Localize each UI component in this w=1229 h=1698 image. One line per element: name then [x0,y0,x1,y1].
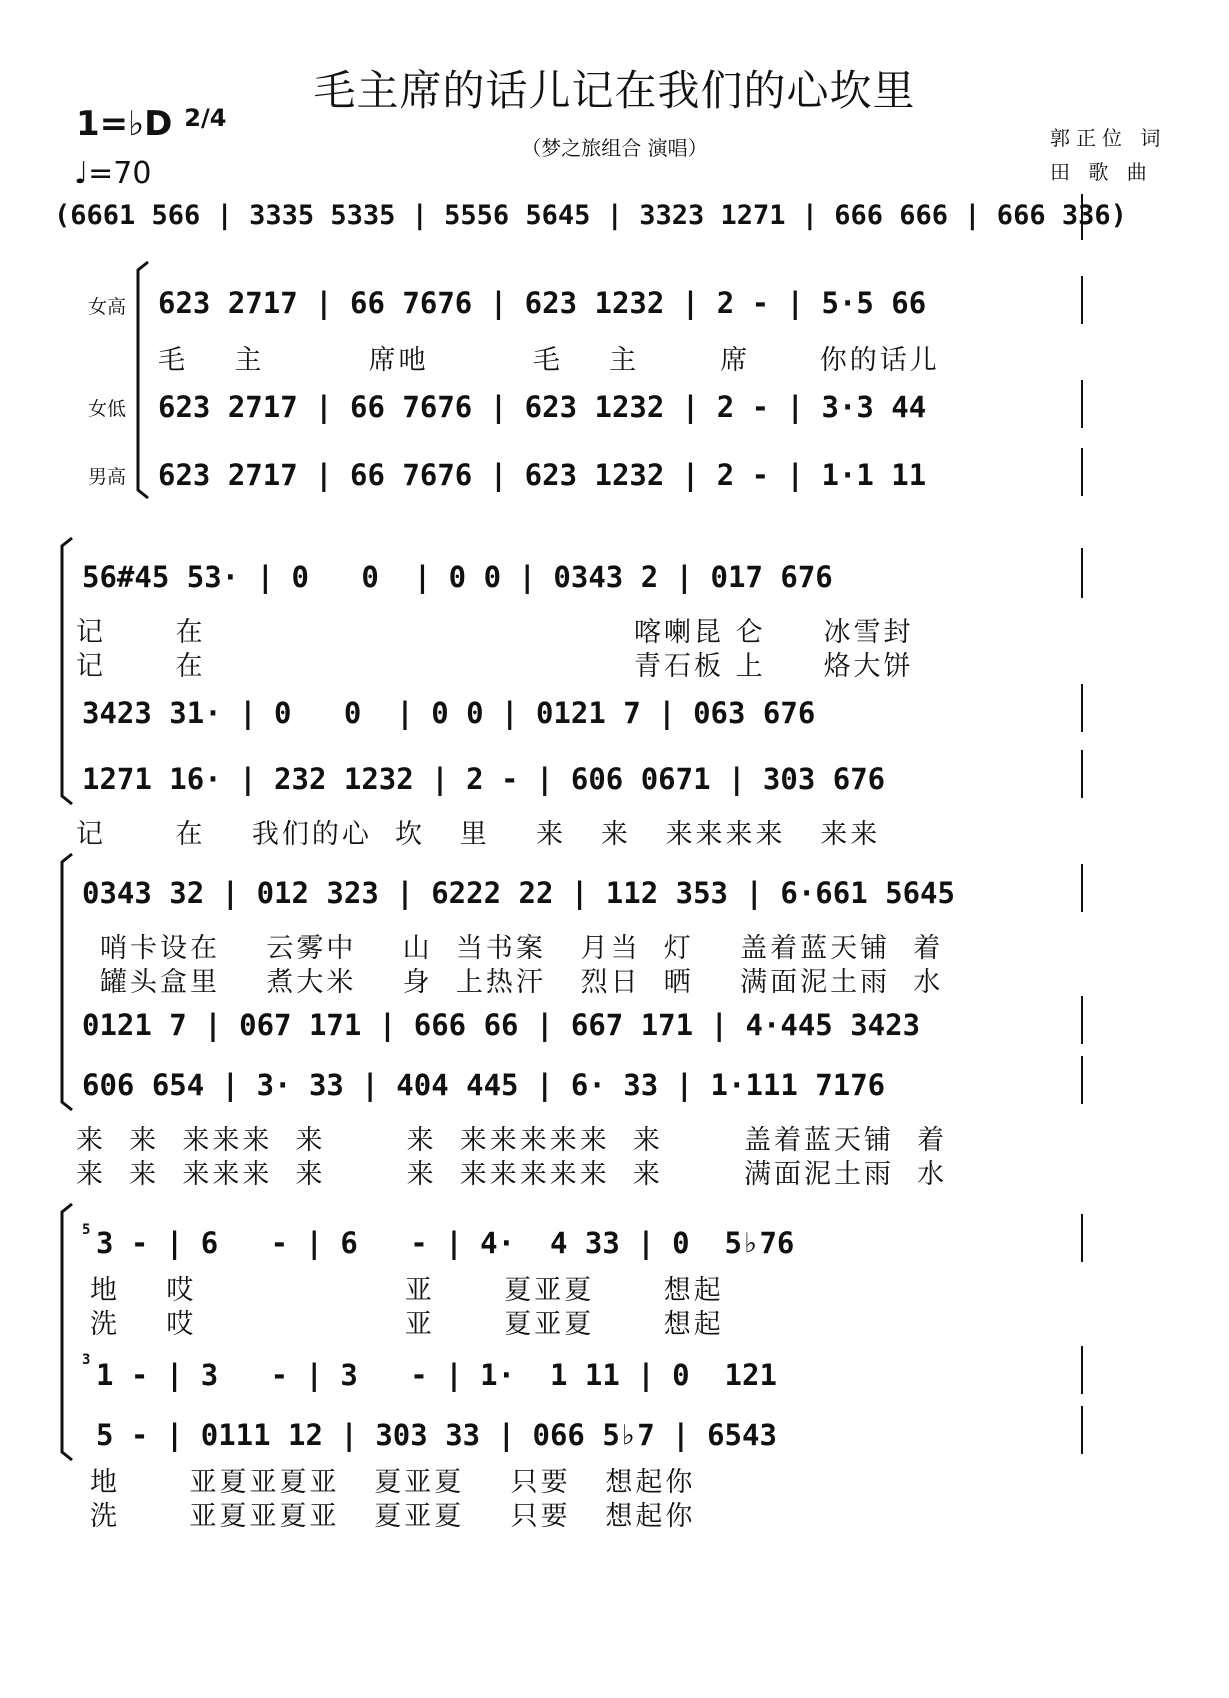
sys3-tenor-lyrics-verse2: 来 来 来来来 来 来 来来来来来 来 满面泥土雨 水 [76,1159,948,1190]
sys2-tenor-notes: 1271 16· | 232 1232 | 2 - | 606 0671 | 303 676 [82,762,886,796]
sys1-soprano-lyrics: 毛 主 席吔 毛 主 席 你的话儿 [158,345,940,376]
sys4-lyrics-verse1: 地 哎 亚 夏亚夏 想起 [90,1275,724,1306]
sys2-soprano-notes: 56#45 53· | 0 0 | 0 0 | 0343 2 | 017 676 [82,560,833,594]
sys2-alto-notes: 3423 31· | 0 0 | 0 0 | 0121 7 | 063 676 [82,696,816,730]
song-title: 毛主席的话儿记在我们的心坎里 [313,66,916,115]
sys2-tenor-lyrics: 记 在 我们的心 坎 里 来 来 来来来来 来来 [76,819,881,850]
sys3-lyrics-verse2: 罐头盒里 煮大米 身 上热汗 烈日 晒 满面泥土雨 水 [100,967,944,998]
sys1-soprano-notes: 623 2717 | 66 7676 | 623 1232 | 2 - | 5·5 66 [158,286,927,320]
bracket-sys2 [62,538,72,804]
sys4-tenor-notes: 5 - | 0111 12 | 303 33 | 066 5♭7 | 6543 [96,1418,777,1452]
lyricist-credit: 郭正位 词 [1050,126,1167,150]
part-label-tenor: 男高 [88,466,127,488]
time-signature: 2/4 [184,104,227,132]
key-signature [76,104,226,144]
sys4-alto-grace: 3 [82,1352,91,1368]
sys3-soprano-notes: 0343 32 | 012 323 | 6222 22 | 112 353 | 6·661 5645 [82,876,955,910]
sys4-tenor-lyrics-verse2: 洗 亚夏亚夏亚 夏亚夏 只要 想起你 [90,1501,696,1532]
sys3-lyrics-verse1: 哨卡设在 云雾中 山 当书案 月当 灯 盖着蓝天铺 着 [100,933,944,964]
sys4-soprano-notes: 3 - | 6 - | 6 - | 4· 4 33 | 0 5♭76 [96,1226,795,1260]
sys4-lyrics-verse2: 洗 哎 亚 夏亚夏 想起 [90,1309,724,1340]
sys3-alto-notes: 0121 7 | 067 171 | 666 66 | 667 171 | 4·445 3423 [82,1008,921,1042]
tempo-marking: ♩=70 [74,156,152,191]
performer-subtitle: （梦之旅组合 演唱） [521,136,708,160]
sys3-tenor-lyrics-verse1: 来 来 来来来 来 来 来来来来来 来 盖着蓝天铺 着 [76,1125,948,1156]
bracket-sys3 [62,854,72,1110]
sys2-lyrics-verse2: 记 在 青石板 上 烙大饼 [76,651,914,682]
sys3-tenor-notes: 606 654 | 3· 33 | 404 445 | 6· 33 | 1·111 7176 [82,1068,886,1102]
sys4-tenor-lyrics-verse1: 地 亚夏亚夏亚 夏亚夏 只要 想起你 [90,1467,696,1498]
sys4-soprano-grace: 5 [82,1222,91,1238]
key-text: 1=♭D [76,104,173,144]
bracket-sys4 [62,1204,72,1460]
intro-line: (6661 566 | 3335 5335 | 5556 5645 | 3323 1271 | 666 666 | 666 336) [54,200,1127,231]
part-label-alto: 女低 [88,398,127,420]
part-label-soprano: 女高 [88,296,127,318]
sys1-alto-notes: 623 2717 | 66 7676 | 623 1232 | 2 - | 3·3 44 [158,390,927,424]
composer-credit: 田 歌 曲 [1050,160,1153,184]
sys2-lyrics-verse1: 记 在 喀喇昆 仑 冰雪封 [76,617,914,648]
sys4-alto-notes: 1 - | 3 - | 3 - | 1· 1 11 | 0 121 [96,1358,777,1392]
sys1-tenor-notes: 623 2717 | 66 7676 | 623 1232 | 2 - | 1·1 11 [158,458,927,492]
bracket-sys1 [138,262,148,498]
